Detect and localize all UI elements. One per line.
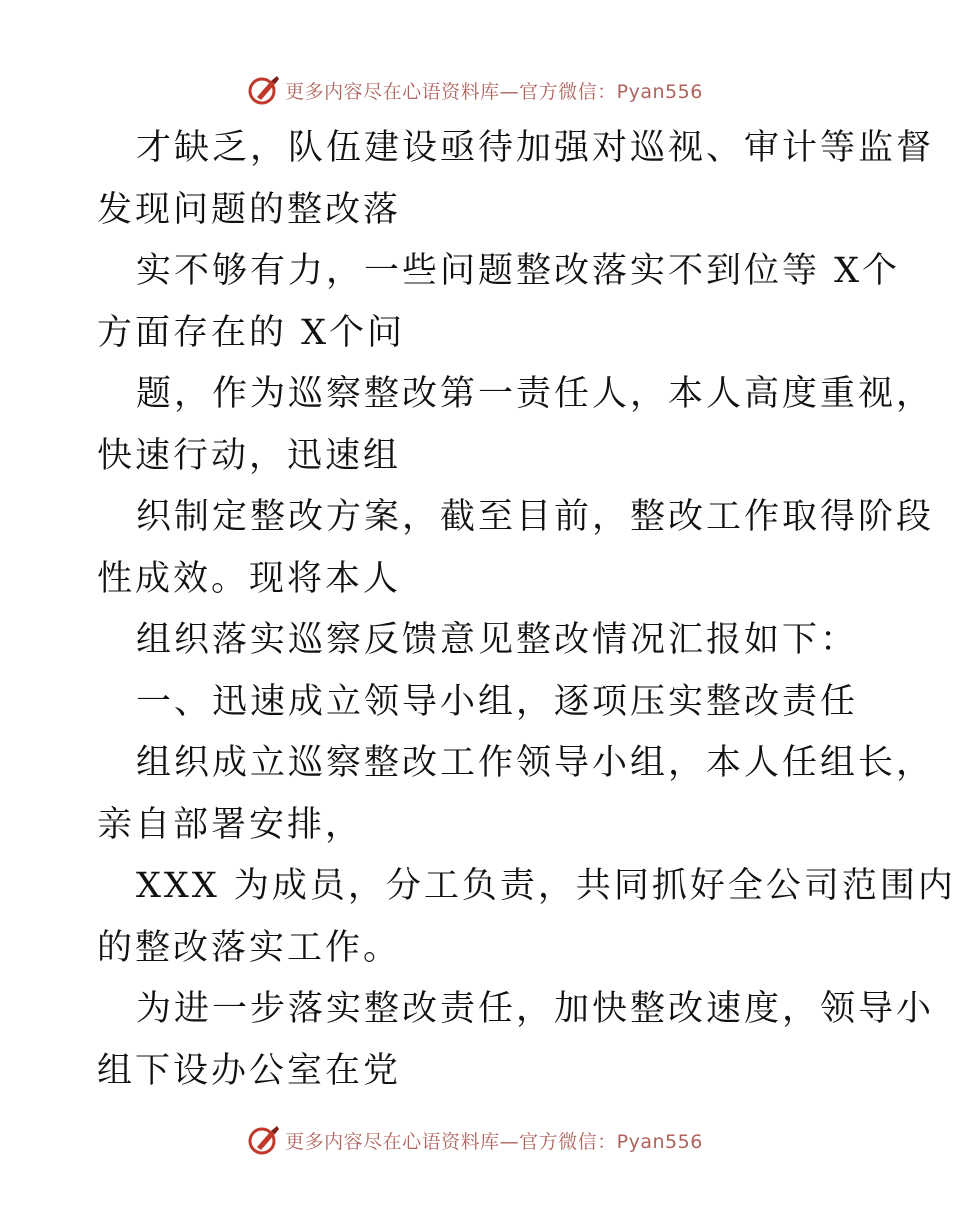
document-body — [97, 118, 956, 1102]
pen-logo-icon — [247, 73, 281, 107]
text-line: 为进一步落实整改责任，加快整改速度，领导小 — [136, 989, 935, 1029]
text-line: 才缺乏，队伍建设亟待加强对巡视、审计等监督 — [136, 128, 935, 168]
text-line: 性成效。现将本人 — [97, 558, 402, 599]
text-line: 方面存在的 X个问 — [97, 312, 406, 353]
text-line: 织制定整改方案，截至目前，整改工作取得阶段 — [136, 497, 935, 537]
header-banner — [0, 70, 950, 110]
pen-logo-icon — [247, 1123, 281, 1157]
footer-banner — [0, 1120, 950, 1160]
banner-text: 更多内容尽在心语资料库—官方微信：Pyan556 — [285, 1130, 703, 1153]
section-heading: 一、迅速成立领导小组，逐项压实整改责任 — [136, 681, 859, 722]
text-line: 亲自部署安排， — [97, 804, 364, 845]
text-line: 组织成立巡察整改工作领导小组，本人任组长， — [136, 743, 935, 783]
text-line: XXX 为成员，分工负责，共同抓好全公司范围内 — [136, 866, 956, 906]
text-line: 组下设办公室在党 — [97, 1050, 402, 1091]
text-line: 快速行动，迅速组 — [97, 435, 402, 476]
text-line: 题，作为巡察整改第一责任人，本人高度重视， — [136, 374, 935, 414]
text-line: 实不够有力，一些问题整改落实不到位等 X个 — [136, 251, 901, 291]
text-line: 组织落实巡察反馈意见整改情况汇报如下： — [136, 620, 859, 660]
banner-text: 更多内容尽在心语资料库—官方微信：Pyan556 — [285, 80, 703, 103]
text-line: 发现问题的整改落 — [97, 189, 402, 230]
text-line: 的整改落实工作。 — [97, 927, 402, 968]
